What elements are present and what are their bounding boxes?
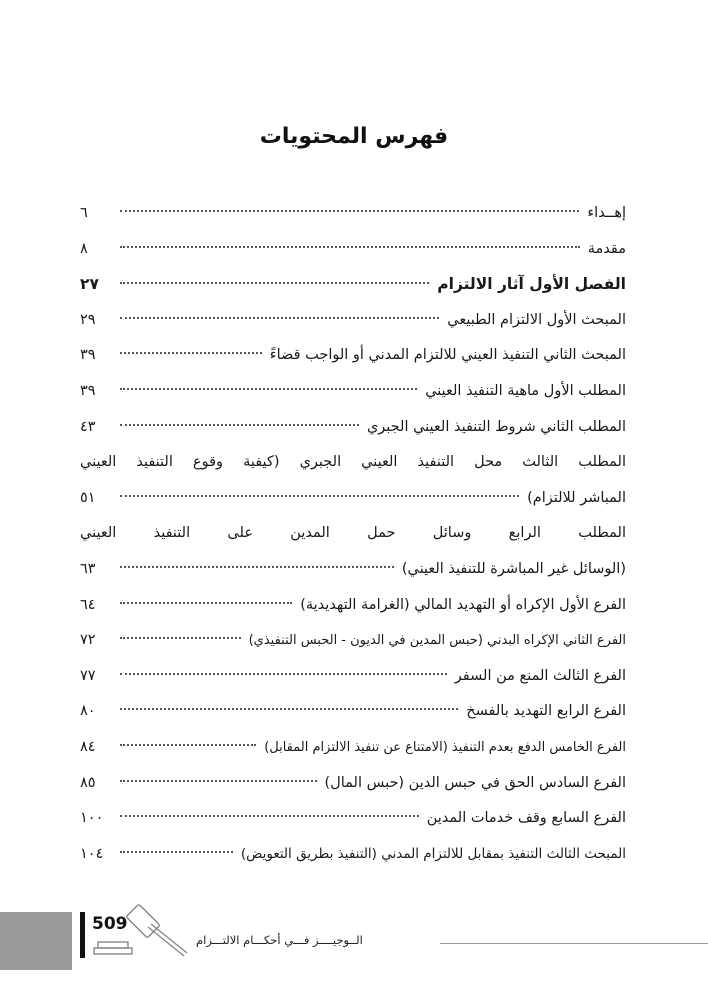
toc-entry[interactable]	[80, 694, 626, 730]
toc-entry[interactable]	[80, 516, 626, 552]
toc-entry-page: ٢٧	[80, 275, 99, 294]
toc-entry-page: ٧٧	[80, 667, 96, 684]
toc-entry-title: الفرع الثاني الإكراه البدني (حبس المدين في الديون - الحبس التنفيذي)	[248, 633, 626, 649]
toc-entry-title: الفرع الثالث المنع من السفر	[454, 667, 626, 684]
toc-entry-page: ٣٩	[80, 347, 96, 364]
toc-entry-page: ٨٤	[80, 738, 96, 755]
toc-entry[interactable]	[80, 552, 626, 588]
toc-entry-title: إهــداء	[587, 205, 626, 221]
toc-entry-page: ٢٩	[80, 311, 96, 328]
dot-leader	[120, 282, 429, 284]
dot-leader	[120, 851, 233, 853]
toc-chapter[interactable]	[80, 267, 626, 303]
toc-entry-title: الفرع الخامس الدفع بعدم التنفيذ (الامتناع عن تنفيذ الالتزام المقابل)	[264, 739, 626, 755]
toc-entry-page: ٨٥	[80, 774, 96, 791]
page-title: فهرس المحتويات	[259, 124, 449, 149]
dot-leader	[120, 388, 417, 390]
toc-entry-title: الفرع السابع وقف خدمات المدين	[426, 810, 626, 827]
dot-leader	[120, 744, 256, 746]
toc-entry-title: (الوسائل غير المباشرة للتنفيذ العيني)	[401, 560, 626, 577]
footer-rule	[440, 943, 708, 944]
toc-entry-title: الفرع السادس الحق في حبس الدين (حبس المال)	[324, 774, 626, 791]
toc-entry-page: ٧٢	[80, 632, 96, 649]
toc-entry-title: المبحث الأول الالتزام الطبيعي	[447, 311, 626, 328]
toc-entry[interactable]	[80, 338, 626, 374]
toc-entry-title: المباشر للالتزام)	[527, 489, 626, 506]
toc-entry-page: ٨٠	[80, 703, 96, 720]
toc-entry[interactable]	[80, 766, 626, 802]
toc-entry[interactable]	[80, 303, 626, 339]
toc-entry-page: ١٠٤	[80, 845, 104, 862]
toc-entry-page: ٤٣	[80, 418, 96, 435]
dot-leader	[120, 246, 580, 248]
dot-leader	[120, 424, 359, 426]
toc-entry-page: ٦	[80, 205, 88, 221]
toc-entry[interactable]	[80, 445, 626, 481]
footer-divider	[80, 912, 85, 958]
toc-entry-page: ٦٤	[80, 596, 96, 613]
toc-entry[interactable]	[80, 837, 626, 873]
dot-leader	[120, 673, 447, 675]
table-of-contents	[80, 196, 626, 872]
dot-leader	[120, 637, 241, 639]
toc-entry-title: المطلب الرابع وسائل حمل المدين على التنفيذ العيني	[80, 525, 626, 542]
toc-entry-title: المبحث الثاني التنفيذ العيني للالتزام المدني أو الواجب قضاءً	[269, 347, 626, 364]
toc-entry[interactable]	[80, 801, 626, 837]
dot-leader	[120, 317, 439, 319]
dot-leader	[120, 566, 394, 568]
footer-gray-bar	[0, 912, 72, 970]
toc-entry[interactable]	[80, 659, 626, 695]
toc-entry-page: ١٠٠	[80, 810, 104, 827]
dot-leader	[120, 780, 317, 782]
dot-leader	[120, 352, 262, 354]
gavel-icon	[90, 896, 194, 966]
toc-entry-title: الفرع الرابع التهديد بالفسخ	[466, 703, 626, 720]
toc-entry-page: ٦٣	[80, 560, 96, 577]
book-title: الــوجيــــز فـــي أحكـــام الالتـــزام	[196, 933, 363, 947]
dot-leader	[120, 708, 458, 710]
toc-entry[interactable]	[80, 623, 626, 659]
toc-entry[interactable]	[80, 481, 626, 517]
toc-entry-page: ٨	[80, 240, 88, 257]
toc-entry-title: الفرع الأول الإكراه أو التهديد المالي (الغرامة التهديدية)	[300, 596, 626, 613]
toc-entry-page: ٣٩	[80, 382, 96, 399]
dot-leader	[120, 602, 292, 604]
dot-leader	[120, 815, 419, 817]
toc-entry[interactable]	[80, 196, 626, 232]
dot-leader	[120, 495, 519, 497]
toc-entry-title: الفصل الأول آثار الالتزام	[437, 275, 626, 294]
toc-entry-title: المطلب الثالث محل التنفيذ العيني الجبري (كيفية وقوع التنفيذ العيني	[80, 454, 626, 471]
toc-entry[interactable]	[80, 588, 626, 624]
toc-entry-title: مقدمة	[587, 240, 626, 257]
toc-entry-title: المطلب الثاني شروط التنفيذ العيني الجبري	[366, 418, 626, 435]
toc-entry-title: المبحث الثالث التنفيذ بمقابل للالتزام المدني (التنفيذ بطريق التعويض)	[240, 845, 626, 862]
toc-entry[interactable]	[80, 374, 626, 410]
toc-entry[interactable]	[80, 410, 626, 446]
toc-entry-page: ٥١	[80, 489, 96, 506]
page-number: 509	[92, 914, 128, 934]
toc-entry-title: المطلب الأول ماهية التنفيذ العيني	[425, 382, 626, 399]
toc-entry[interactable]	[80, 232, 626, 268]
toc-entry[interactable]	[80, 730, 626, 766]
dot-leader	[120, 210, 579, 212]
